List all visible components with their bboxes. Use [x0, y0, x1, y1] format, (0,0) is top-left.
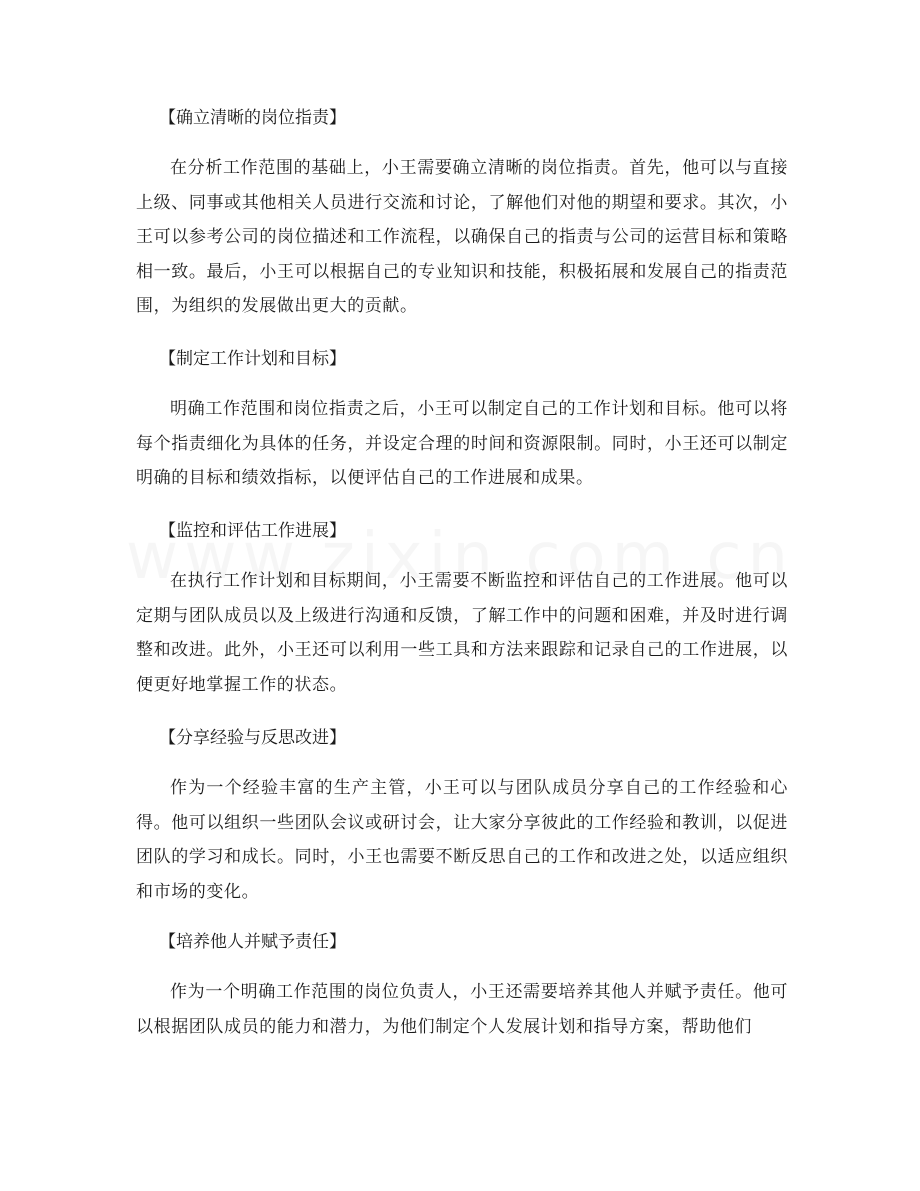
section-heading: 【监控和评估工作进展】	[159, 521, 346, 541]
section-share-experience	[136, 721, 788, 909]
section-heading: 【确立清晰的岗位指责】	[159, 108, 346, 128]
section-paragraph: 作为一个经验丰富的生产主管，小王可以与团队成员分享自己的工作经验和心得。他可以组织一些团队会议或研讨会，让大家分享彼此的工作经验和教训，以促进团队的学习和成长。同时，小王也需要不断反思自己的工作和改进之处，以适应组织和市场的变化。	[136, 778, 788, 902]
section-paragraph: 作为一个明确工作范围的岗位负责人，小王还需要培养其他人并赋予责任。他可以根据团队成员的能力和潜力，为他们制定个人发展计划和指导方案，帮助他们	[136, 982, 788, 1037]
section-paragraph: 在执行工作计划和目标期间，小王需要不断监控和评估自己的工作进展。他可以定期与团队成员以及上级进行沟通和反馈，了解工作中的问题和困难，并及时进行调整和改进。此外，小王还可以利用一些工具和方法来跟踪和记录自己的工作进展，以便更好地掌握工作的状态。	[136, 571, 788, 695]
section-clarify-duties	[136, 101, 788, 324]
section-paragraph: 在分析工作范围的基础上，小王需要确立清晰的岗位指责。首先，他可以与直接上级、同事或其他相关人员进行交流和讨论，了解他们对他的期望和要求。其次，小王可以参考公司的岗位描述和工作流程，以确保自己的指责与公司的运营目标和策略相一致。最后，小王可以根据自己的专业知识和技能，积极拓展和发展自己的指责范围，为组织的发展做出更大的贡献。	[136, 158, 788, 316]
section-heading: 【制定工作计划和目标】	[159, 349, 346, 369]
section-heading: 【培养他人并赋予责任】	[159, 932, 346, 952]
section-heading: 【分享经验与反思改进】	[159, 728, 346, 748]
section-monitor-progress	[136, 514, 788, 702]
section-develop-others	[136, 925, 788, 1044]
section-work-plan	[136, 342, 788, 496]
section-paragraph: 明确工作范围和岗位指责之后，小王可以制定自己的工作计划和目标。他可以将每个指责细化为具体的任务，并设定合理的时间和资源限制。同时，小王还可以制定明确的目标和绩效指标，以便评估自己的工作进展和成果。	[136, 399, 788, 488]
